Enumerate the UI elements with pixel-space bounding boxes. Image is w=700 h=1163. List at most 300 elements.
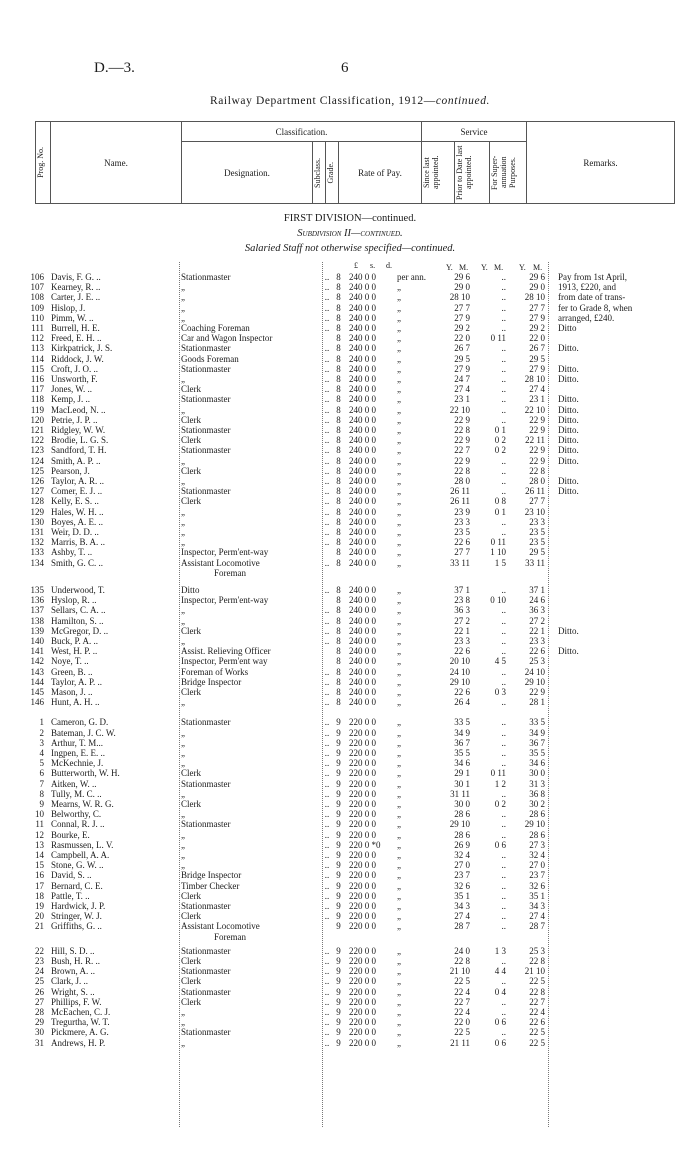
cell-sub: ..	[324, 585, 330, 595]
cell-pay: 240 0 0	[349, 557, 376, 568]
cell-no: 3	[39, 737, 44, 748]
cell-pay: 220 0 0	[349, 976, 376, 987]
cell-gr: 8	[336, 585, 341, 595]
cell-gr: 8	[336, 595, 341, 606]
cell-name: Croft, J. O. ..	[51, 363, 98, 374]
cell-prior: ..	[501, 829, 506, 840]
cell-prior: ..	[501, 312, 506, 323]
cell-name: Kelly, E. S. ..	[51, 496, 99, 507]
cell-name: Phillips, F. W.	[51, 996, 102, 1007]
cell-per: „	[397, 465, 401, 476]
cell-no: 132	[30, 537, 44, 548]
cell-des: „	[181, 809, 185, 820]
cell-gr: 9	[336, 945, 341, 956]
cell-since: 34 3	[454, 901, 470, 911]
cell-sub: ..	[324, 404, 330, 415]
cell-gr: 9	[336, 839, 341, 850]
cell-no: 28	[35, 1007, 44, 1017]
cell-prior: 0 6	[494, 839, 506, 850]
cell-name: Aitken, W. ..	[51, 778, 97, 789]
cell-name: Freed, E. H. ..	[51, 333, 102, 344]
cell-pay: 240 0 0	[349, 476, 376, 486]
cell-super: 27 7	[529, 302, 545, 313]
cell-sub: ..	[324, 799, 330, 809]
cell-gr: 8	[336, 343, 341, 354]
cell-name: Rasmussen, L. V.	[51, 839, 114, 850]
cell-no: 22	[35, 945, 44, 956]
cell-prior: ..	[501, 697, 506, 708]
cell-name: Stone, G. W. ..	[51, 860, 104, 871]
cell-des: Stationmaster	[181, 1027, 231, 1038]
cell-since: 33 11	[450, 557, 470, 568]
cell-since: 22 6	[454, 537, 470, 548]
cell-per: „	[397, 799, 401, 809]
cell-super: 22 9	[529, 414, 545, 425]
cell-gr: 9	[336, 758, 341, 769]
cell-des: Foreman of Works	[181, 666, 249, 677]
cell-name: Bateman, J. C. W.	[51, 727, 116, 738]
cell-name: McKechnie, J.	[51, 758, 104, 769]
cell-per: „	[397, 809, 401, 820]
cell-per: „	[397, 945, 401, 956]
cell-name: Campbell, A. A.	[51, 850, 110, 860]
cell-since: 29 6	[454, 272, 470, 282]
cell-super: 22 5	[529, 1027, 545, 1038]
cell-no: 129	[30, 506, 44, 517]
cell-per: „	[397, 839, 401, 850]
cell-gr: 8	[336, 272, 341, 282]
cell-per: „	[397, 455, 401, 466]
header-since-last: Since last appointed.	[422, 142, 455, 204]
cell-prior: ..	[501, 343, 506, 354]
cell-pay: 240 0 0	[349, 615, 376, 626]
cell-sub: ..	[324, 312, 330, 323]
cell-prior: 0 8	[494, 496, 506, 507]
unit-months-prior: M.	[494, 263, 504, 272]
cell-name: Butterworth, W. H.	[51, 768, 120, 779]
cell-gr: 9	[336, 850, 341, 860]
cell-super: 24 10	[524, 666, 545, 677]
cell-name: Noye, T. ..	[51, 656, 89, 667]
cell-sub: ..	[324, 557, 330, 568]
cell-super: 29 5	[529, 353, 545, 364]
cell-super: 22 9	[529, 445, 545, 456]
cell-prior: ..	[501, 323, 506, 333]
cell-prior: ..	[501, 292, 506, 303]
cell-super: 32 6	[529, 880, 545, 891]
cell-name: Riddock, J. W.	[51, 353, 104, 364]
cell-pay: 220 0 0	[349, 850, 376, 860]
cell-gr: 8	[336, 516, 341, 527]
cell-sub: ..	[324, 425, 330, 435]
cell-no: 2	[39, 727, 44, 738]
cell-pay: 220 0 0	[349, 748, 376, 758]
cell-gr: 8	[336, 476, 341, 486]
cell-no: 109	[30, 302, 44, 313]
header-classification: Classification.	[182, 122, 422, 142]
cell-prior: ..	[501, 1027, 506, 1038]
cell-since: 28 6	[454, 809, 470, 820]
cell-prior: ..	[501, 585, 506, 595]
cell-no: 4	[39, 748, 44, 758]
cell-prior: ..	[501, 737, 506, 748]
cell-per: „	[397, 323, 401, 333]
cell-sub: ..	[324, 476, 330, 486]
cell-gr: 8	[336, 506, 341, 517]
cell-super: 22 0	[529, 333, 545, 344]
cell-prior: ..	[501, 666, 506, 677]
cell-sub: ..	[324, 966, 330, 977]
cell-des: „	[181, 829, 185, 840]
cell-des: Stationmaster	[181, 966, 231, 977]
cell-gr: 9	[336, 829, 341, 840]
cell-des: Clerk	[181, 687, 201, 697]
cell-des: Clerk	[181, 465, 201, 476]
cell-no: 19	[35, 901, 44, 911]
cell-gr: 8	[336, 496, 341, 507]
cell-name: Boyes, A. E. ..	[51, 516, 104, 527]
cell-pay: 220 0 0	[349, 788, 376, 799]
cell-super: 22 11	[525, 435, 545, 446]
cell-prior: 4 5	[494, 656, 506, 667]
cell-no: 112	[30, 333, 44, 344]
cell-no: 140	[30, 636, 44, 646]
cell-prior: ..	[501, 676, 506, 687]
cell-name: Ashby, T. ..	[51, 547, 93, 558]
cell-des: „	[181, 312, 185, 323]
cell-des: Stationmaster	[181, 272, 231, 282]
cell-des: Clerk	[181, 768, 201, 779]
cell-sub: ..	[324, 625, 330, 636]
cell-prior: ..	[501, 363, 506, 374]
cell-pay: 220 0 0	[349, 860, 376, 871]
cell-prior: 0 11	[490, 537, 506, 548]
cell-prior: ..	[501, 870, 506, 881]
cell-per: „	[397, 717, 401, 728]
cell-since: 24 10	[449, 666, 470, 677]
cell-prior: 0 11	[490, 768, 506, 779]
cell-prior: 0 1	[494, 506, 506, 517]
cell-since: 22 5	[454, 976, 470, 987]
cell-since: 26 4	[454, 697, 470, 708]
cell-prior: ..	[501, 890, 506, 901]
cell-since: 24 0	[454, 945, 470, 956]
cell-no: 27	[35, 996, 44, 1007]
cell-super: 23 7	[529, 870, 545, 881]
cell-super: 26 11	[525, 486, 545, 497]
cell-sub: ..	[324, 302, 330, 313]
cell-name: MacLeod, N. ..	[51, 404, 106, 415]
cell-pay: 220 0 0	[349, 737, 376, 748]
cell-des: „	[181, 839, 185, 850]
cell-sub: ..	[324, 890, 330, 901]
cell-since: 23 3	[454, 636, 470, 646]
cell-prior: ..	[501, 625, 506, 636]
cell-since: 22 6	[454, 687, 470, 697]
cell-gr: 8	[336, 636, 341, 646]
cell-pay: 240 0 0	[349, 676, 376, 687]
cell-sub: ..	[324, 414, 330, 425]
cell-name: Mason, J. ..	[51, 687, 93, 697]
cell-prior: ..	[501, 901, 506, 911]
cell-des: Clerk	[181, 911, 201, 922]
cell-per: „	[397, 425, 401, 435]
cell-super: 32 4	[529, 850, 545, 860]
cell-sub: ..	[324, 465, 330, 476]
cell-per: „	[397, 486, 401, 497]
cell-sub: ..	[324, 537, 330, 548]
cell-pay: 240 0 0	[349, 687, 376, 697]
cell-name: Petrie, J. P. ..	[51, 414, 98, 425]
cell-super: 36 7	[529, 737, 545, 748]
staff-note: Salaried Staff not otherwise specified—continued.	[244, 243, 456, 254]
cell-since: 35 5	[454, 748, 470, 758]
cell-since: 32 6	[454, 880, 470, 891]
header-name: Name.	[51, 122, 182, 204]
cell-per: „	[397, 758, 401, 769]
cell-no: 7	[39, 778, 44, 789]
cell-since: 27 9	[454, 312, 470, 323]
cell-per: „	[397, 394, 401, 405]
cell-prior: ..	[501, 516, 506, 527]
cell-gr: 9	[336, 799, 341, 809]
cell-since: 36 3	[454, 605, 470, 616]
cell-rem: arranged, £240.	[558, 312, 615, 323]
cell-pay: 240 0 0	[349, 595, 376, 606]
cell-des: „	[181, 697, 185, 708]
cell-des: „	[181, 737, 185, 748]
cell-gr: 8	[336, 455, 341, 466]
cell-no: 14	[35, 850, 44, 860]
header-service: Service	[422, 122, 527, 142]
cell-gr: 9	[336, 748, 341, 758]
cell-prior: ..	[501, 646, 506, 657]
cell-pay: 240 0 0	[349, 312, 376, 323]
cell-sub: ..	[324, 292, 330, 303]
cell-super: 34 3	[529, 901, 545, 911]
cell-per: „	[397, 496, 401, 507]
cell-since: 22 9	[454, 414, 470, 425]
unit-years-super: Y.	[519, 263, 526, 272]
cell-no: 31	[35, 1037, 44, 1048]
cell-since: 21 11	[450, 1037, 470, 1048]
cell-pay: 240 0 0	[349, 547, 376, 558]
cell-no: 135	[30, 585, 44, 595]
cell-per: „	[397, 829, 401, 840]
cell-name: Burrell, H. E.	[51, 323, 100, 333]
cell-since: 26 9	[454, 839, 470, 850]
cell-per: „	[397, 646, 401, 657]
cell-no: 11	[35, 819, 44, 830]
cell-prior: 4 4	[494, 966, 506, 977]
cell-des: Stationmaster	[181, 486, 231, 497]
cell-des: Ditto	[181, 585, 200, 595]
cell-des: „	[181, 506, 185, 517]
cell-super: 22 9	[529, 425, 545, 435]
cell-sub: ..	[324, 506, 330, 517]
cell-name: Kemp, J. ..	[51, 394, 90, 405]
unit-months-super: M.	[533, 263, 543, 272]
cell-super: 28 0	[529, 476, 545, 486]
cell-super: 28 6	[529, 829, 545, 840]
cell-super: 24 6	[529, 595, 545, 606]
cell-no: 114	[30, 353, 44, 364]
cell-since: 27 9	[454, 363, 470, 374]
cell-prior: ..	[501, 850, 506, 860]
cell-gr: 9	[336, 727, 341, 738]
cell-prior: ..	[501, 636, 506, 646]
cell-pay: 220 0 0	[349, 809, 376, 820]
cell-des: Timber Checker	[181, 880, 240, 891]
cell-pay: 240 0 0	[349, 363, 376, 374]
cell-des: Clerk	[181, 799, 201, 809]
cell-no: 121	[30, 425, 44, 435]
cell-sub: ..	[324, 272, 330, 282]
cell-des: Foreman	[214, 567, 246, 578]
cell-per: „	[397, 819, 401, 830]
cell-per: „	[397, 966, 401, 977]
cell-sub: ..	[324, 527, 330, 537]
cell-pay: 220 0 0	[349, 945, 376, 956]
unit-shillings: s.	[370, 261, 376, 270]
cell-super: 29 2	[529, 323, 545, 333]
cell-super: 29 0	[529, 282, 545, 293]
cell-super: 22 8	[529, 956, 545, 966]
cell-name: Taylor, A. P. ..	[51, 676, 103, 687]
cell-super: 27 7	[529, 496, 545, 507]
cell-per: „	[397, 527, 401, 537]
cell-since: 27 7	[454, 302, 470, 313]
cell-name: Pattle, T. ..	[51, 890, 90, 901]
cell-gr: 9	[336, 737, 341, 748]
cell-prior: ..	[501, 758, 506, 769]
cell-name: Tregurtha, W. T.	[51, 1017, 110, 1028]
cell-name: Buck, P. A. ..	[51, 636, 99, 646]
cell-des: Stationmaster	[181, 717, 231, 728]
cell-name: Hunt, A. H. ..	[51, 697, 100, 708]
cell-per: „	[397, 890, 401, 901]
cell-des: „	[181, 374, 185, 384]
cell-sub: ..	[324, 901, 330, 911]
cell-des: Clerk	[181, 414, 201, 425]
cell-no: 12	[35, 829, 44, 840]
cell-per: „	[397, 585, 401, 595]
cell-des: „	[181, 302, 185, 313]
cell-sub: ..	[324, 809, 330, 820]
cell-no: 116	[30, 374, 44, 384]
cell-prior: 1 2	[494, 778, 506, 789]
cell-gr: 9	[336, 788, 341, 799]
cell-since: 23 9	[454, 506, 470, 517]
cell-gr: 8	[336, 302, 341, 313]
unit-years-prior: Y.	[481, 263, 488, 272]
cell-sub: ..	[324, 435, 330, 446]
cell-super: 28 7	[529, 921, 545, 932]
cell-since: 27 2	[454, 615, 470, 626]
cell-rem: Ditto.	[558, 343, 579, 354]
cell-name: Kearney, R. ..	[51, 282, 101, 293]
cell-gr: 9	[336, 819, 341, 830]
cell-des: Stationmaster	[181, 901, 231, 911]
cell-des: Clerk	[181, 956, 201, 966]
cell-prior: 0 11	[490, 333, 506, 344]
cell-des: „	[181, 292, 185, 303]
cell-name: Bush, H. R. ..	[51, 956, 101, 966]
cell-des: Assist. Relieving Officer	[181, 646, 271, 657]
cell-pay: 220 0 0	[349, 768, 376, 779]
cell-since: 36 7	[454, 737, 470, 748]
header-grade: Grade.	[326, 142, 339, 204]
cell-per: „	[397, 312, 401, 323]
header-rate-of-pay: Rate of Pay.	[339, 142, 422, 204]
cell-pay: 240 0 0	[349, 527, 376, 537]
cell-des: Clerk	[181, 976, 201, 987]
cell-des: „	[181, 282, 185, 293]
cell-no: 6	[39, 768, 44, 779]
cell-gr: 9	[336, 966, 341, 977]
cell-rem: Ditto.	[558, 404, 579, 415]
cell-des: „	[181, 748, 185, 758]
cell-name: Hyslop, R. ..	[51, 595, 97, 606]
cell-sub: ..	[324, 1037, 330, 1048]
cell-sub: ..	[324, 819, 330, 830]
cell-pay: 240 0 0	[349, 272, 376, 282]
cell-gr: 9	[336, 901, 341, 911]
cell-no: 124	[30, 455, 44, 466]
cell-prior: ..	[501, 465, 506, 476]
cell-super: 23 1	[529, 394, 545, 405]
cell-name: Bernard, C. E.	[51, 880, 103, 891]
cell-no: 118	[30, 394, 44, 405]
cell-prior: ..	[501, 880, 506, 891]
cell-super: 37 1	[529, 585, 545, 595]
cell-since: 34 9	[454, 727, 470, 738]
cell-prior: 1 10	[490, 547, 506, 558]
cell-super: 25 3	[529, 945, 545, 956]
cell-per: per ann.	[397, 272, 426, 282]
cell-name: Smith, A. P. ..	[51, 455, 101, 466]
cell-since: 22 6	[454, 646, 470, 657]
cell-since: 22 7	[454, 445, 470, 456]
cell-rem: 1913, £220, and	[558, 282, 616, 293]
header-prior-to-date: Prior to Date last appointed.	[455, 142, 490, 204]
cell-sub: ..	[324, 956, 330, 966]
cell-prior: ..	[501, 921, 506, 932]
cell-no: 144	[30, 676, 44, 687]
cell-since: 22 0	[454, 333, 470, 344]
cell-des: Coaching Foreman	[181, 323, 250, 333]
cell-since: 28 6	[454, 829, 470, 840]
cell-pay: 220 0 0	[349, 911, 376, 922]
cell-pay: 220 0 0	[349, 778, 376, 789]
cell-sub: ..	[324, 1007, 330, 1017]
cell-gr: 8	[336, 374, 341, 384]
cell-pay: 240 0 0	[349, 537, 376, 548]
cell-prior: ..	[501, 727, 506, 738]
cell-gr: 9	[336, 717, 341, 728]
cell-name: Pimm, W. ..	[51, 312, 94, 323]
cell-per: „	[397, 595, 401, 606]
cell-des: Assistant Locomotive	[181, 921, 260, 932]
cell-pay: 220 0 0	[349, 758, 376, 769]
cell-des: „	[181, 537, 185, 548]
cell-des: „	[181, 758, 185, 769]
cell-super: 22 8	[529, 465, 545, 476]
cell-sub: ..	[324, 615, 330, 626]
cell-since: 26 11	[450, 496, 470, 507]
unit-years-since: Y.	[446, 263, 453, 272]
cell-gr: 8	[336, 537, 341, 548]
